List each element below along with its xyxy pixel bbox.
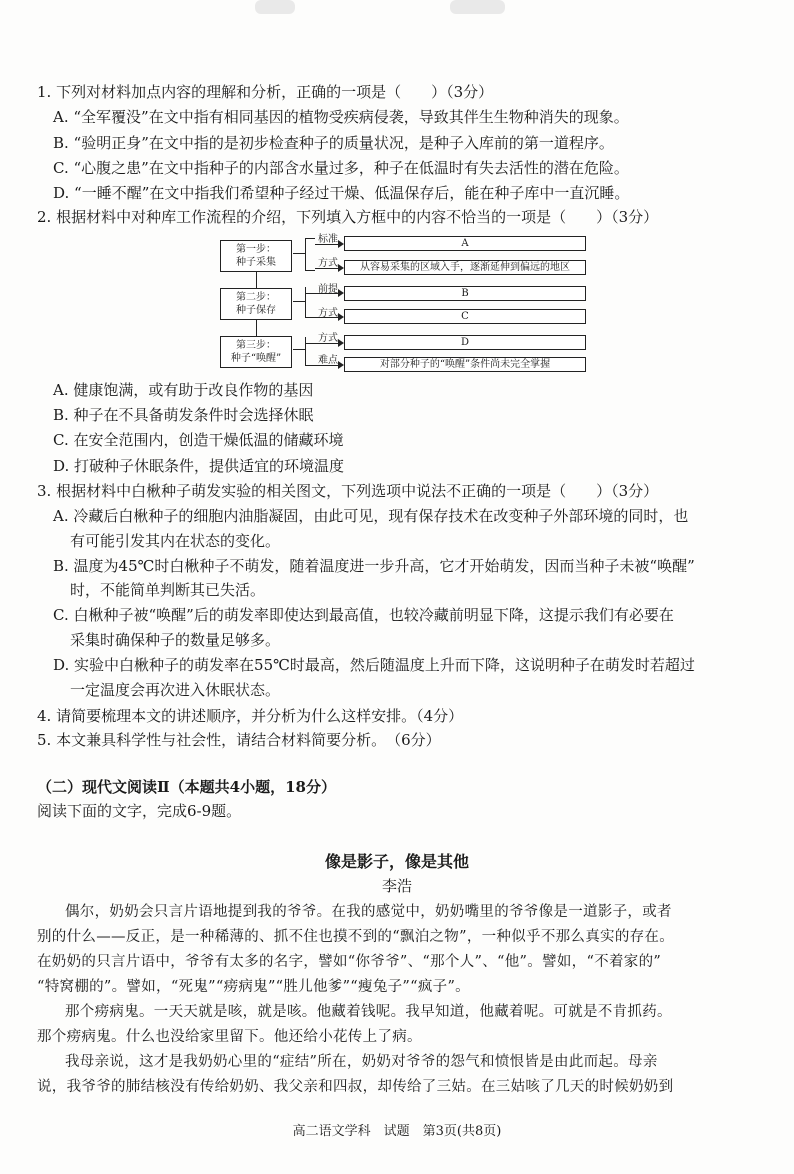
step-2-title: 第二步：: [236, 292, 276, 303]
question-3-option-a: A. 冷藏后白楸种子的细胞内油脂凝固，由此可见，现有保存技术在改变种子外部环境的同时，也: [53, 507, 689, 525]
article-paragraph-line: 我母亲说，这才是我奶奶心里的“症结”所在，奶奶对爷爷的怨气和愤恨皆是由此而起。母亲: [65, 1054, 658, 1070]
arrow-line: [305, 293, 339, 294]
branch-line: [305, 238, 306, 270]
step-3-title: 第三步：: [236, 340, 276, 351]
article-paragraph-line: “特窝棚的”。譬如，“死鬼”“痨病鬼”“胜儿他爹”“瘦兔子”“疯子”。: [37, 979, 470, 995]
step-1-name: 种子采集: [236, 257, 276, 268]
article-paragraph-line: 说，我爷爷的肺结核没有传给奶奶、我父亲和四叔，却传给了三姑。在三姑咳了几天的时候奶奶到: [37, 1079, 674, 1095]
branch-line: [293, 301, 305, 302]
arrow-line: [305, 365, 339, 366]
box-a: A: [344, 236, 586, 251]
box-b: B: [344, 286, 586, 301]
question-3-option-b: B. 温度为45℃时白楸种子不萌发，随着温度进一步升高，它才开始萌发，因而当种子未被“唤醒”: [53, 557, 695, 575]
box-method-1: 从容易采集的区域入手，逐渐延伸到偏远的地区: [344, 260, 586, 275]
box-d: D: [344, 335, 586, 350]
connector-line: [256, 319, 257, 336]
flowchart-step-2: [220, 288, 292, 320]
question-3-stem: 3. 根据材料中白楸种子萌发实验的相关图文，下列选项中说法不正确的一项是（ ）（3分）: [37, 482, 659, 500]
question-1-option-c: C. “心腹之患”在文中指种子的内部含水量过多，种子在低温时有失去活性的潜在危险。: [53, 159, 629, 177]
article-paragraph-line: 在奶奶的只言片语中，爷爷有太多的名字，譬如“你爷爷”、“那个人”、“他”。譬如，“不着家的”: [37, 954, 662, 970]
scan-artifact: [450, 0, 505, 14]
question-1-option-b: B. “验明正身”在文中指的是初步检查种子的质量状况，是种子入库前的第一道程序。: [53, 134, 614, 152]
question-4-stem: 4. 请简要梳理本文的讲述顺序，并分析为什么这样安排。（4分）: [37, 707, 464, 725]
question-2-option-b: B. 种子在不具备萌发条件时会选择休眠: [53, 406, 314, 424]
question-3-option-d-cont: 一定温度会再次进入休眠状态。: [70, 681, 281, 699]
section-instruction: 阅读下面的文字，完成6-9题。: [37, 802, 242, 820]
question-2-option-d: D. 打破种子休眠条件，提供适宜的环境温度: [53, 457, 345, 475]
flowchart-step-3: [220, 336, 292, 368]
label-method-3: 方式: [318, 333, 338, 344]
label-standard: 标准: [318, 234, 338, 245]
branch-line: [305, 270, 315, 271]
label-method-1: 方式: [318, 258, 338, 269]
label-method-2: 方式: [318, 308, 338, 319]
arrow-line: [305, 317, 339, 318]
connector-line: [256, 271, 257, 288]
arrow-line: [315, 244, 339, 245]
question-3-option-b-cont: 时，不能简单判断其已失活。: [70, 581, 266, 599]
section-heading: （二）现代文阅读Ⅱ（本题共4小题，18分）: [37, 778, 336, 796]
article-author: 李浩: [381, 877, 412, 895]
article-paragraph-line: 别的什么——反正，是一种稀薄的、抓不住也摸不到的“飘泊之物”，一种似乎不那么真实的存在。: [37, 929, 675, 945]
question-3-option-c: C. 白楸种子被“唤醒”后的萌发率即使达到最高值，也较冷藏前明显下降，这提示我们有必要在: [53, 606, 674, 624]
article-paragraph-line: 那个痨病鬼。什么也没给家里留下。他还给小花传上了病。: [37, 1029, 422, 1045]
branch-line: [305, 238, 315, 239]
branch-line: [293, 349, 305, 350]
arrow-line: [315, 268, 339, 269]
scan-artifact: [255, 0, 295, 14]
question-2-option-c: C. 在安全范围内，创造干燥低温的储藏环境: [53, 431, 344, 449]
question-1-stem: 1. 下列对材料加点内容的理解和分析，正确的一项是（ ）（3分）: [37, 83, 494, 101]
step-1-title: 第一步：: [236, 244, 276, 255]
question-2-stem: 2. 根据材料中对种库工作流程的介绍，下列填入方框中的内容不恰当的一项是（ ）（3分）: [37, 208, 659, 226]
flowchart-step-1: [220, 240, 292, 272]
question-3-option-d: D. 实验中白楸种子的萌发率在55℃时最高，然后随温度上升而下降，这说明种子在萌发时若超过: [53, 656, 695, 674]
step-3-name: 种子“唤醒”: [230, 353, 282, 364]
question-3-option-a-cont: 有可能引发其内在状态的变化。: [70, 532, 281, 550]
page-footer: 高二语文学科 试题 第3页(共8页): [292, 1124, 502, 1139]
label-difficulty: 难点: [318, 355, 338, 366]
question-2-option-a: A. 健康饱满，或有助于改良作物的基因: [53, 381, 314, 399]
branch-line: [305, 287, 306, 317]
article-paragraph-line: 偶尔，奶奶会只言片语地提到我的爷爷。在我的感觉中，奶奶嘴里的爷爷像是一道影子，或者: [65, 904, 672, 920]
workflow-flowchart: [220, 230, 585, 375]
box-c: C: [344, 309, 586, 324]
step-2-name: 种子保存: [236, 305, 276, 316]
question-3-option-c-cont: 采集时确保种子的数量足够多。: [70, 631, 281, 649]
arrow-line: [305, 343, 339, 344]
question-5-stem: 5. 本文兼具科学性与社会性，请结合材料简要分析。 （6分）: [37, 731, 441, 749]
question-1-option-a: A. “全军覆没”在文中指有相同基因的植物受疾病侵袭，导致其伴生生物种消失的现象。: [53, 108, 629, 126]
article-title: 像是影子，像是其他: [324, 852, 469, 871]
article-paragraph-line: 那个痨病鬼。一天天就是咳，就是咳。他藏着钱呢。我早知道，他藏着呢。可就是不肯抓药。: [65, 1004, 672, 1020]
label-premise: 前提: [318, 284, 338, 295]
branch-line: [305, 337, 306, 365]
branch-line: [293, 253, 305, 254]
question-1-option-d: D. “一睡不醒”在文中指我们希望种子经过干燥、低温保存后，能在种子库中一直沉睡。: [53, 184, 630, 202]
box-difficulty: 对部分种子的“唤醒”条件尚未完全掌握: [344, 357, 586, 372]
